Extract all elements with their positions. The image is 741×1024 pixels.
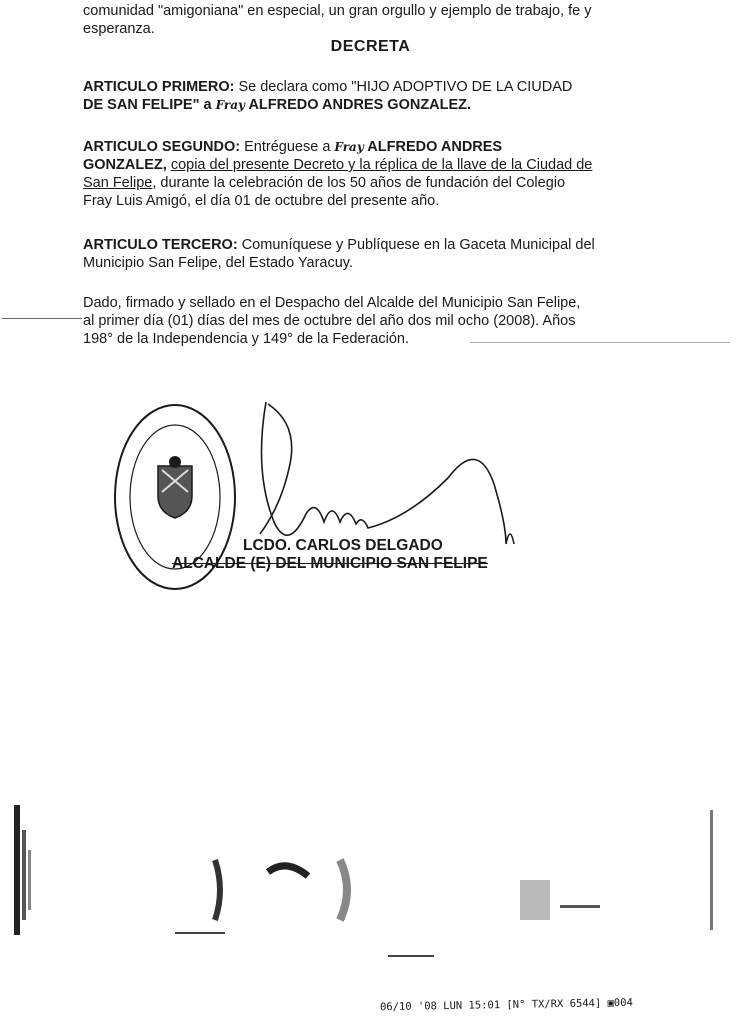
article-2-surname: GONZALEZ, bbox=[83, 157, 171, 173]
article-2-text-3: , durante la celebración de los 50 años de fundación del Colegio bbox=[152, 175, 566, 191]
article-1-text-2: DE SAN FELIPE" a bbox=[83, 97, 216, 113]
closing-line-2: al primer día (01) días del mes de octubre del año dos mil ocho (2008). Años bbox=[83, 313, 576, 329]
article-3-line-2: Municipio San Felipe, del Estado Yaracuy. bbox=[83, 255, 354, 271]
article-1-label: ARTICULO PRIMERO: bbox=[83, 79, 235, 95]
article-2-name: ALFREDO ANDRES bbox=[363, 139, 503, 155]
closing-line-1: Dado, firmado y sellado en el Despacho del Alcalde del Municipio San Felipe, bbox=[83, 295, 581, 311]
article-2-text: Entréguese a bbox=[240, 139, 335, 155]
decree-title: DECRETA bbox=[330, 38, 411, 55]
signatory-name: LCDO. CARLOS DELGADO bbox=[243, 537, 443, 554]
article-2-label: ARTICULO SEGUNDO: bbox=[83, 139, 241, 155]
handwritten-fray-2: Fray bbox=[334, 140, 364, 154]
article-2-underlined-2: San Felipe bbox=[83, 175, 153, 191]
closing-line-3: 198° de la Independencia y 149° de la Federación. bbox=[83, 331, 410, 347]
handwritten-fray: Fray bbox=[215, 98, 245, 112]
article-2-underlined-1: copia del presente Decreto y la réplica de la llave de la Ciudad de bbox=[170, 157, 593, 173]
signatory-role: ALCALDE (E) DEL MUNICIPIO SAN FELIPE bbox=[172, 555, 488, 572]
article-1-text: Se declara como "HIJO ADOPTIVO DE LA CIUDAD bbox=[234, 79, 573, 95]
article-3-label: ARTICULO TERCERO: bbox=[83, 237, 238, 253]
article-3-text: Comuníquese y Publíquese en la Gaceta Municipal del bbox=[237, 237, 595, 253]
article-1-name: ALFREDO ANDRES GONZALEZ. bbox=[244, 97, 472, 113]
fax-header: 06/10 '08 LUN 15:01 [N° TX/RX 6544] ▣004 bbox=[379, 996, 633, 1014]
intro-line-1: comunidad "amigoniana" en especial, un gran orgullo y ejemplo de trabajo, fe y bbox=[83, 3, 592, 19]
intro-line-2: esperanza. bbox=[83, 21, 155, 37]
article-2-line-4: Fray Luis Amigó, el día 01 de octubre del presente año. bbox=[83, 193, 440, 209]
